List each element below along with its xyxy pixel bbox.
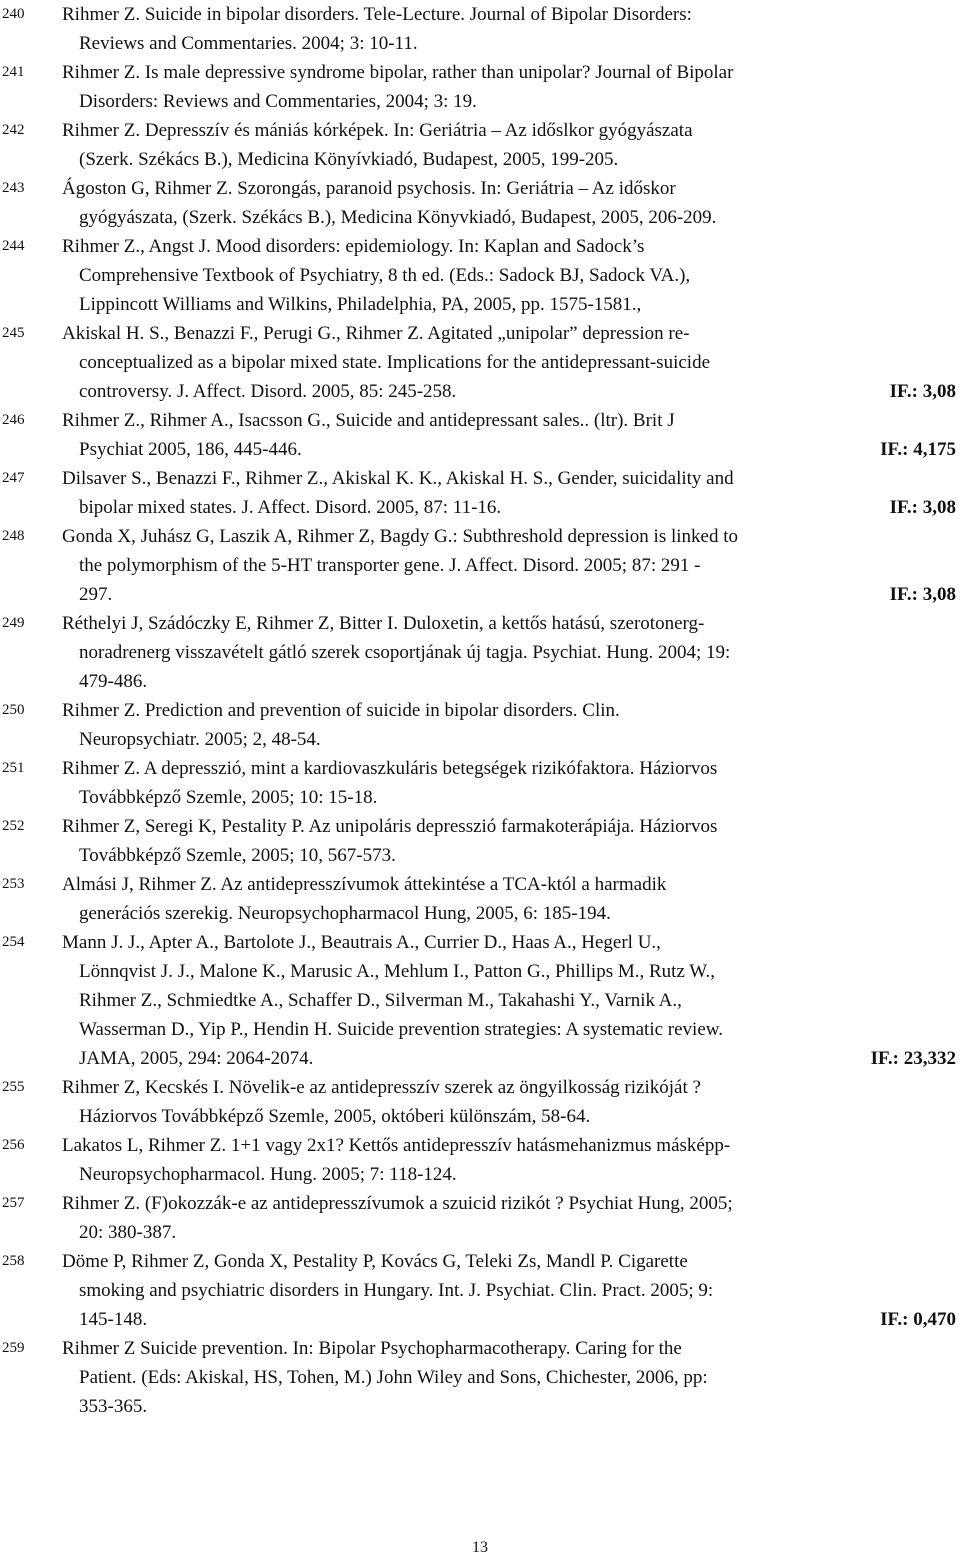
reference-line: Rihmer Z, Seregi K, Pestality P. Az unipoláris depresszió farmakoterápiája. Háziorvos	[62, 816, 718, 837]
reference-number: 259	[2, 1340, 25, 1356]
reference-line: Rihmer Z., Angst J. Mood disorders: epidemiology. In: Kaplan and Sadock’s	[62, 236, 645, 257]
reference-number: 240	[2, 6, 25, 22]
reference-line: noradrenerg visszavételt gátló szerek csoportjának új tagja. Psychiat. Hung. 2004; 19:	[79, 642, 731, 663]
reference-text	[62, 696, 956, 754]
reference-text	[62, 0, 956, 58]
reference-text	[62, 1131, 956, 1189]
reference-number: 245	[2, 325, 25, 341]
page-number: 13	[472, 1539, 488, 1556]
reference-number: 244	[2, 238, 25, 254]
reference-text	[62, 609, 956, 696]
reference-number: 246	[2, 412, 25, 428]
reference-text	[62, 406, 956, 464]
reference-line: Továbbképző Szemle, 2005; 10: 15-18.	[79, 787, 378, 808]
reference-text	[62, 812, 956, 870]
reference-line-text: 297.	[79, 584, 113, 605]
reference-text	[62, 928, 956, 1073]
impact-factor: IF.: 3,08	[889, 381, 956, 402]
reference-number: 253	[2, 876, 25, 892]
reference-number: 252	[2, 818, 25, 834]
reference-number: 254	[2, 934, 25, 950]
reference-line: Rihmer Z. (F)okozzák-e az antidepresszívumok a szuicid rizikót ? Psychiat Hung, 2005;	[62, 1193, 733, 1214]
reference-number: 256	[2, 1137, 25, 1153]
reference-line: Lippincott Williams and Wilkins, Philadelphia, PA, 2005, pp. 1575-1581.,	[79, 294, 642, 315]
reference-line: generációs szerekig. Neuropsychopharmacol Hung, 2005, 6: 185-194.	[79, 903, 611, 924]
reference-line: Comprehensive Textbook of Psychiatry, 8 th ed. (Eds.: Sadock BJ, Sadock VA.),	[79, 265, 691, 286]
reference-line: Disorders: Reviews and Commentaries, 2004; 3: 19.	[79, 91, 477, 112]
reference-text	[62, 1247, 956, 1334]
reference-line-text: controversy. J. Affect. Disord. 2005, 85: 245-258.	[79, 381, 457, 402]
reference-line: Háziorvos Továbbképző Szemle, 2005, októberi különszám, 58-64.	[79, 1106, 591, 1127]
impact-factor: IF.: 23,332	[870, 1048, 956, 1069]
reference-number: 248	[2, 528, 25, 544]
reference-line: 353-365.	[79, 1396, 148, 1417]
reference-line: (Szerk. Székács B.), Medicina Könyívkiadó, Budapest, 2005, 199-205.	[79, 149, 619, 170]
reference-text	[62, 319, 956, 406]
reference-line: Akiskal H. S., Benazzi F., Perugi G., Rihmer Z. Agitated „unipolar” depression re-	[62, 323, 690, 344]
reference-line: Neuropsychopharmacol. Hung. 2005; 7: 118-124.	[79, 1164, 457, 1185]
reference-line-text: 145-148.	[79, 1309, 148, 1330]
reference-line: Rihmer Z. Is male depressive syndrome bipolar, rather than unipolar? Journal of Bipolar	[62, 62, 734, 83]
reference-number: 247	[2, 470, 25, 486]
reference-number: 251	[2, 760, 25, 776]
reference-number: 255	[2, 1079, 25, 1095]
reference-line: Rihmer Z. Prediction and prevention of suicide in bipolar disorders. Clin.	[62, 700, 620, 721]
reference-line	[79, 1044, 956, 1073]
reference-text	[62, 232, 956, 319]
impact-factor: IF.: 3,08	[889, 497, 956, 518]
reference-line: 20: 380-387.	[79, 1222, 177, 1243]
reference-line: Gonda X, Juhász G, Laszik A, Rihmer Z, Bagdy G.: Subthreshold depression is linked to	[62, 526, 739, 547]
reference-line: 479-486.	[79, 671, 148, 692]
reference-text	[62, 464, 956, 522]
reference-line	[79, 1305, 956, 1334]
reference-text	[62, 1334, 956, 1421]
reference-line	[79, 435, 956, 464]
reference-line: Rihmer Z., Schmiedtke A., Schaffer D., Silverman M., Takahashi Y., Varnik A.,	[79, 990, 682, 1011]
reference-line: Rihmer Z. A depresszió, mint a kardiovaszkuláris betegségek rizikófaktora. Háziorvos	[62, 758, 718, 779]
impact-factor: IF.: 3,08	[889, 584, 956, 605]
reference-line: Rihmer Z. Depresszív és mániás kórképek. In: Geriátria – Az időslkor gyógyászata	[62, 120, 693, 141]
reference-number: 249	[2, 615, 25, 631]
reference-line	[79, 580, 956, 609]
reference-line: Ágoston G, Rihmer Z. Szorongás, paranoid psychosis. In: Geriátria – Az időskor	[62, 178, 676, 199]
reference-line: Rihmer Z Suicide prevention. In: Bipolar Psychopharmacotherapy. Caring for the	[62, 1338, 682, 1359]
reference-line: Wasserman D., Yip P., Hendin H. Suicide prevention strategies: A systematic review.	[79, 1019, 723, 1040]
reference-number: 258	[2, 1253, 25, 1269]
impact-factor: IF.: 4,175	[880, 439, 956, 460]
reference-text	[62, 522, 956, 609]
reference-line: Rihmer Z, Kecskés I. Növelik-e az antidepresszív szerek az öngyilkosság rizikóját ?	[62, 1077, 701, 1098]
reference-line: Dilsaver S., Benazzi F., Rihmer Z., Akiskal K. K., Akiskal H. S., Gender, suicidality and	[62, 468, 734, 489]
reference-number: 250	[2, 702, 25, 718]
reference-line-text: Psychiat 2005, 186, 445-446.	[79, 439, 302, 460]
reference-text	[62, 58, 956, 116]
reference-text	[62, 116, 956, 174]
reference-line: Patient. (Eds: Akiskal, HS, Tohen, M.) John Wiley and Sons, Chichester, 2006, pp:	[79, 1367, 708, 1388]
reference-line: the polymorphism of the 5-HT transporter gene. J. Affect. Disord. 2005; 87: 291 -	[79, 555, 701, 576]
reference-number: 243	[2, 180, 25, 196]
reference-text	[62, 174, 956, 232]
reference-line: gyógyászata, (Szerk. Székács B.), Medicina Könyvkiadó, Budapest, 2005, 206-209.	[79, 207, 717, 228]
reference-line: Rihmer Z., Rihmer A., Isacsson G., Suicide and antidepressant sales.. (ltr). Brit J	[62, 410, 675, 431]
reference-line: Reviews and Commentaries. 2004; 3: 10-11.	[79, 33, 418, 54]
reference-text	[62, 754, 956, 812]
reference-text	[62, 1073, 956, 1131]
reference-line: Rihmer Z. Suicide in bipolar disorders. Tele-Lecture. Journal of Bipolar Disorders:	[62, 4, 692, 25]
reference-line-text: bipolar mixed states. J. Affect. Disord. 2005, 87: 11-16.	[79, 497, 502, 518]
reference-line: smoking and psychiatric disorders in Hungary. Int. J. Psychiat. Clin. Pract. 2005; 9:	[79, 1280, 714, 1301]
reference-line: Továbbképző Szemle, 2005; 10, 567-573.	[79, 845, 396, 866]
reference-line: Réthelyi J, Szádóczky E, Rihmer Z, Bitter I. Duloxetin, a kettős hatású, szerotonerg-	[62, 613, 705, 634]
reference-line: Döme P, Rihmer Z, Gonda X, Pestality P, Kovács G, Teleki Zs, Mandl P. Cigarette	[62, 1251, 688, 1272]
reference-number: 241	[2, 64, 25, 80]
reference-number: 242	[2, 122, 25, 138]
reference-line: conceptualized as a bipolar mixed state. Implications for the antidepressant-suicide	[79, 352, 710, 373]
reference-line	[79, 377, 956, 406]
reference-number: 257	[2, 1195, 25, 1211]
reference-line: Neuropsychiatr. 2005; 2, 48-54.	[79, 729, 321, 750]
reference-line-text: JAMA, 2005, 294: 2064-2074.	[79, 1048, 314, 1069]
reference-text	[62, 870, 956, 928]
reference-line: Lönnqvist J. J., Malone K., Marusic A., Mehlum I., Patton G., Phillips M., Rutz W.,	[79, 961, 715, 982]
reference-line	[79, 493, 956, 522]
reference-text	[62, 1189, 956, 1247]
reference-line: Almási J, Rihmer Z. Az antidepresszívumok áttekintése a TCA-któl a harmadik	[62, 874, 667, 895]
impact-factor: IF.: 0,470	[880, 1309, 956, 1330]
reference-line: Mann J. J., Apter A., Bartolote J., Beautrais A., Currier D., Haas A., Hegerl U.,	[62, 932, 661, 953]
reference-line: Lakatos L, Rihmer Z. 1+1 vagy 2x1? Kettős antidepresszív hatásmehanizmus másképp-	[62, 1135, 731, 1156]
